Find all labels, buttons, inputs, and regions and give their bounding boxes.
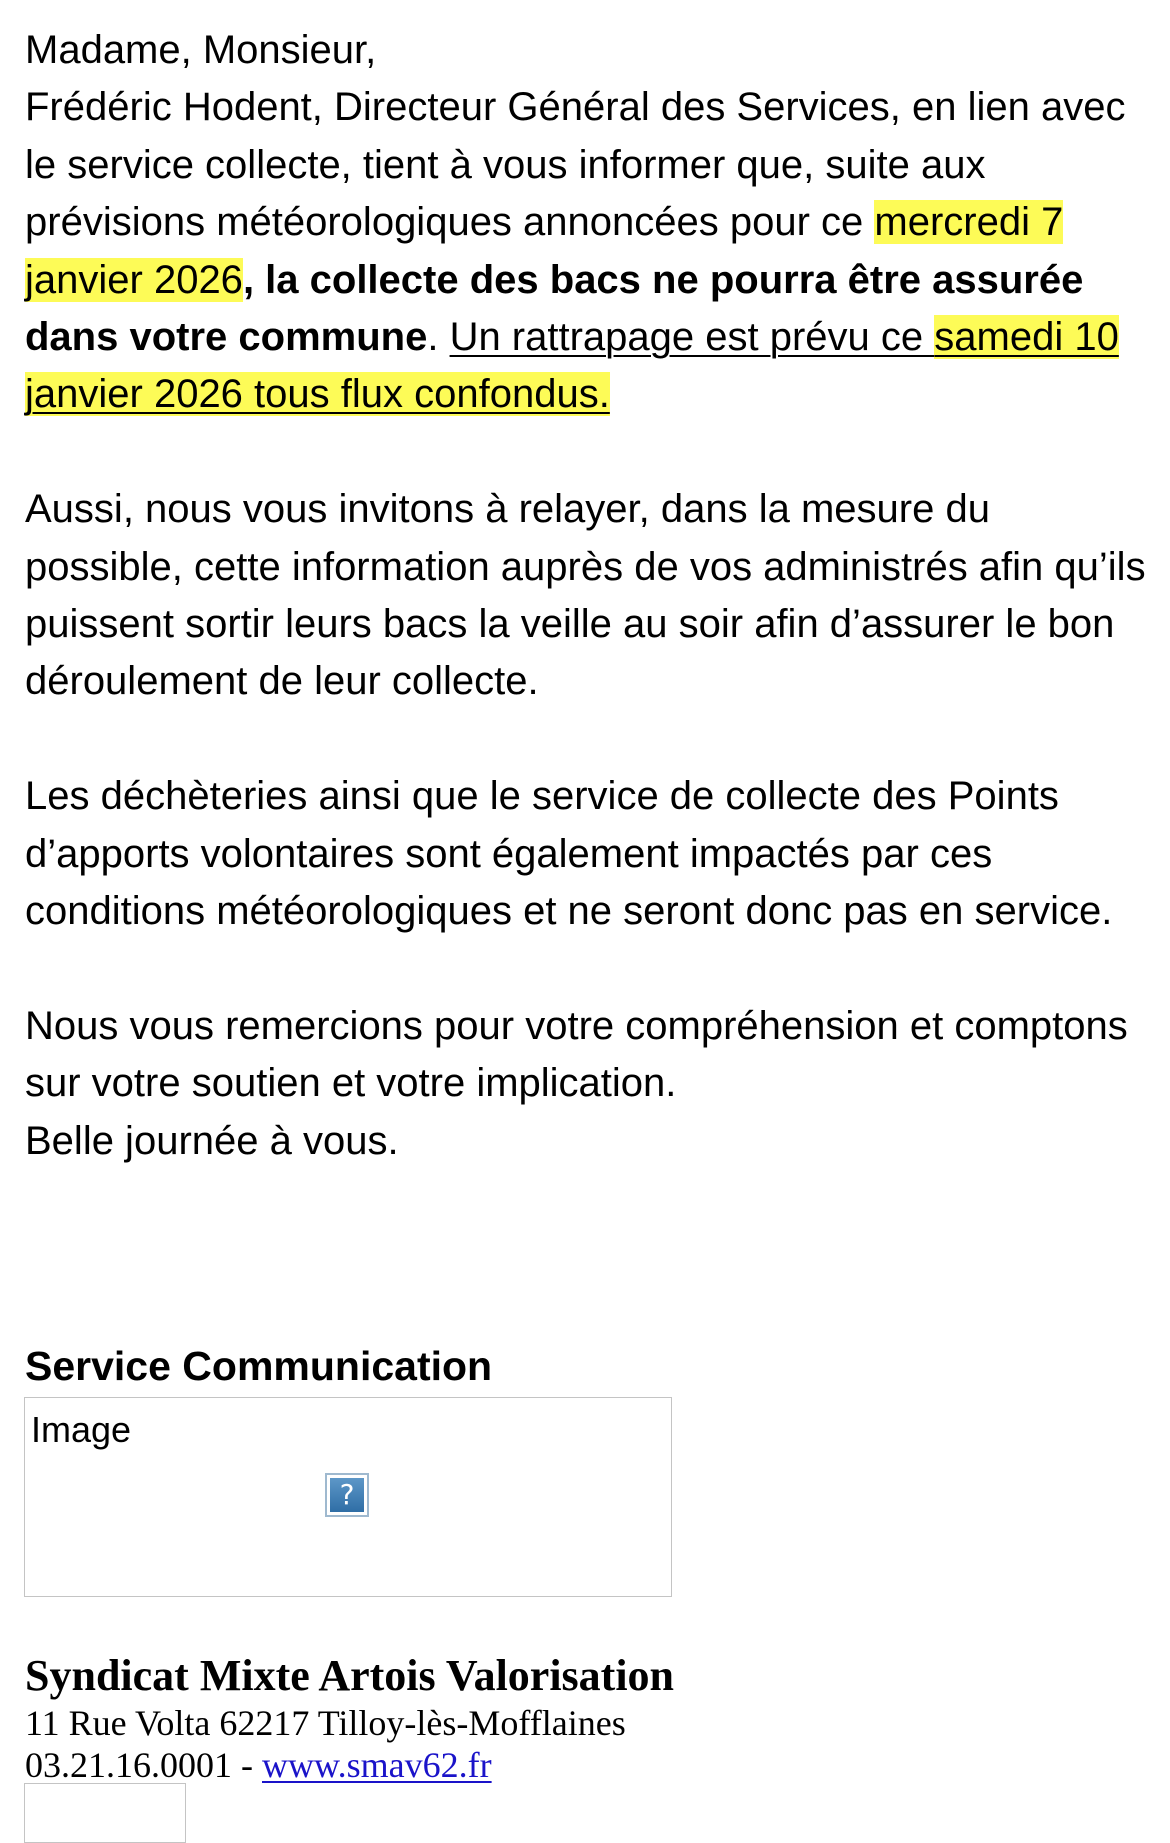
paragraph-announcement — [25, 79, 1155, 423]
paragraph-recycling-centers: Les déchèteries ainsi que le service de collecte des Points d’apports volontaires sont également impactés par ces conditions météorologiques et ne seront donc pas en service. — [25, 774, 1113, 934]
paragraph-thanks: Nous vous remercions pour votre compréhension et comptons sur votre soutien et votre implication. — [25, 1003, 1128, 1106]
signature-team-name: Service Communication — [25, 1343, 493, 1389]
organization-contact — [25, 1744, 674, 1786]
organization-phone: 03.21.16.0001 — [25, 1745, 232, 1785]
greeting: Madame, Monsieur, — [25, 28, 377, 72]
organization-address: 11 Rue Volta 62217 Tilloy-lès-Mofflaines — [25, 1703, 626, 1743]
contact-separator: - — [232, 1745, 262, 1785]
paragraph-relay-request: Aussi, nous vous invitons à relayer, dans la mesure du possible, cette information auprès de vos administrés afin qu’ils puissent sortir leurs bacs la veille au soir afin d’assurer le bon déroulement de leur collecte. — [25, 487, 1146, 704]
cancelled-date-highlight: mercredi 7 janvier 2026 — [25, 200, 1064, 302]
organization-name: Syndicat Mixte Artois Valorisation — [25, 1651, 675, 1700]
signature-image-placeholder — [24, 1397, 672, 1597]
cancellation-notice: , la collecte des bacs ne pourra être assurée dans votre commune — [25, 257, 1084, 360]
catch-up-date-highlight: samedi 10 janvier 2026 tous flux confondus. — [25, 315, 1119, 417]
secondary-image-placeholder — [24, 1783, 186, 1843]
email-body — [25, 22, 1155, 1170]
announcement-intro: Frédéric Hodent, Directeur Général des Services, en lien avec le service collecte, tient à vous informer que, suite aux prévisions météorologiques annoncées pour ce — [25, 85, 1126, 245]
catch-up-prefix: Un rattrapage est prévu ce — [449, 315, 935, 360]
period: . — [427, 315, 450, 360]
image-alt-text: Image — [31, 1409, 132, 1450]
organization-block — [25, 1650, 674, 1786]
closing-line: Belle journée à vous. — [25, 1118, 399, 1163]
organization-website-link[interactable]: www.smav62.fr — [262, 1745, 492, 1785]
broken-image-icon: ? — [325, 1473, 369, 1517]
